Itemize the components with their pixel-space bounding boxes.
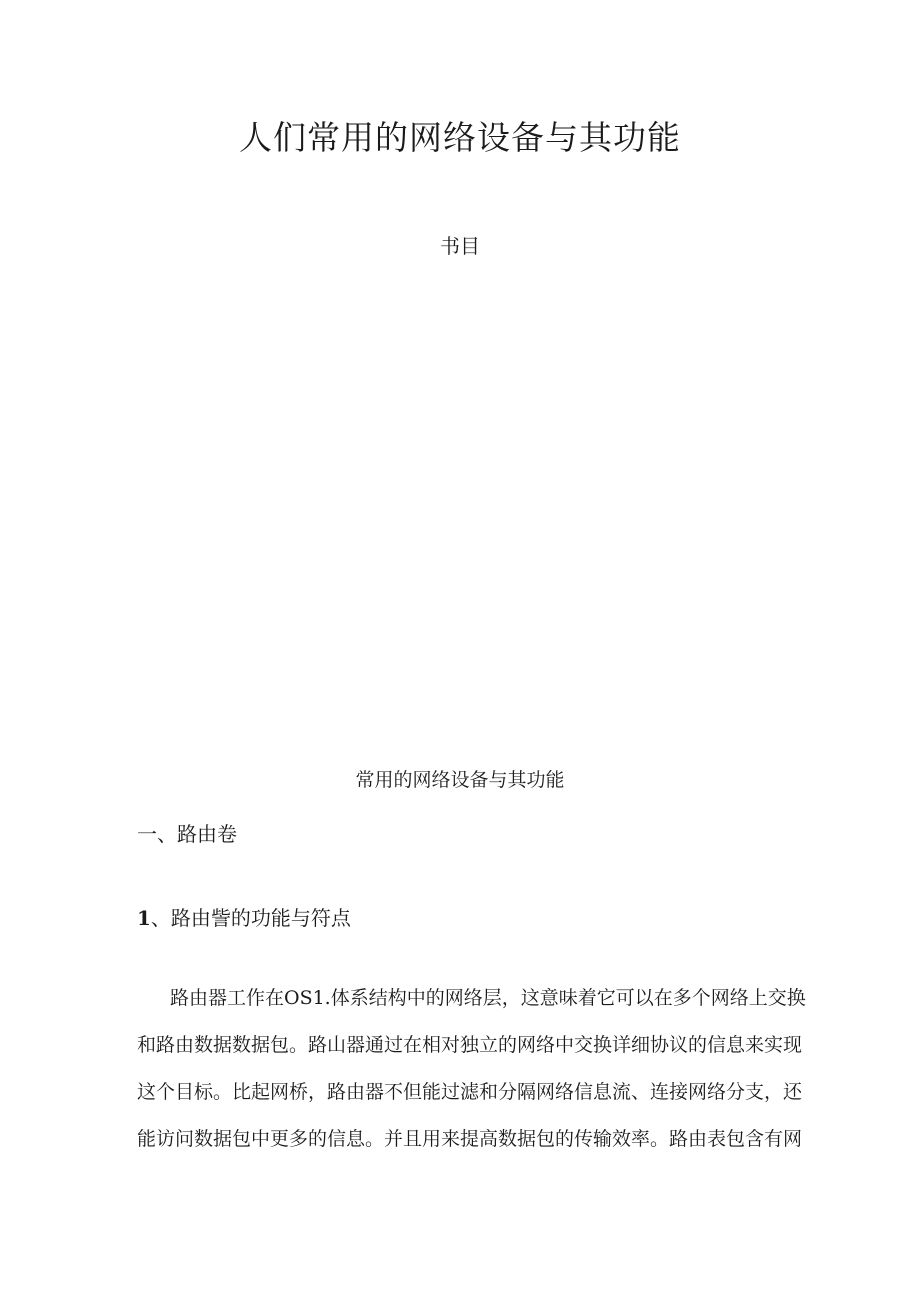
paragraph-line: 路由器工作在OS1.体系结构中的网络层，这意味着它可以在多个网络上交换 [170,987,806,1009]
subheading-text: 、路由訾的功能与符点 [150,906,351,930]
paragraph-line: 能访问数据包中更多的信息。并且用来提高数据包的传输效率。路由表包含有网 [137,1128,803,1150]
paragraph-line: 这个目标。比起网桥，路由器不但能过滤和分隔网络信息流、连接网络分支，还 [137,1081,803,1103]
subheading-router-functions [137,902,351,931]
subheading-number: 1 [137,906,151,930]
paragraph-line: 和路由数据数据包。路山器通过在相对独立的网络中交换详细协议的信息来实现 [137,1034,803,1056]
heading-router: 一、路由卷 [137,822,237,846]
toc-heading: 书目 [440,234,480,258]
section-title: 常用的网络设备与其功能 [355,769,565,791]
document-title: 人们常用的网络设备与其功能 [239,118,681,157]
